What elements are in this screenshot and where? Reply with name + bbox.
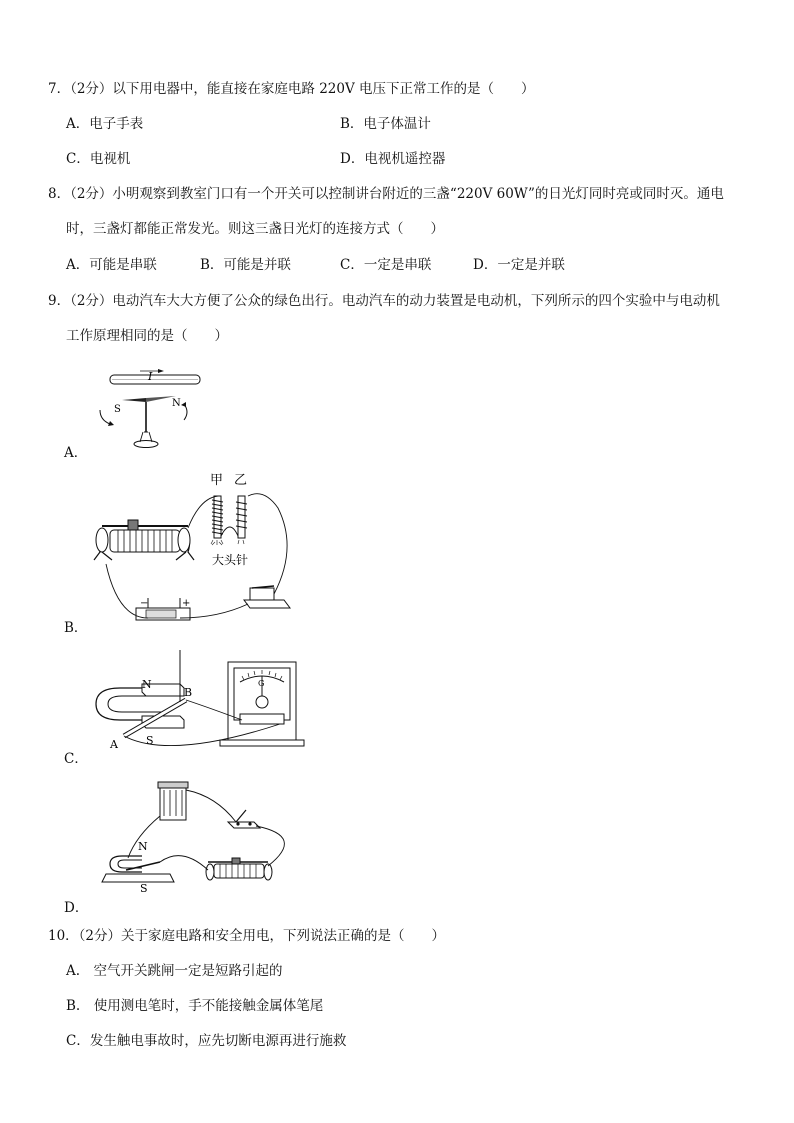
pole-s-label: S [140, 882, 148, 895]
q7-option-c: C．电视机 [66, 151, 131, 167]
q8-option-d: D．一定是并联 [473, 257, 565, 273]
q7-stem: 7．（2分）以下用电器中，能直接在家庭电路 220V 电压下正常工作的是（ ） [48, 81, 535, 97]
galvanometer [220, 662, 304, 746]
current-wire [110, 369, 200, 384]
battery-minus-label: − [140, 598, 149, 609]
rotation-arrowhead-right-icon [181, 402, 186, 407]
pole-n-label: N [138, 840, 148, 853]
wire-1 [186, 790, 236, 822]
q9-figure-c-label: C． [64, 751, 88, 767]
end-b-label: B [184, 686, 193, 699]
compass-needle [122, 396, 176, 448]
q8-option-c: C．一定是串联 [340, 257, 432, 273]
q10-option-c: C．发生触电事故时，应先切断电源再进行施救 [66, 1033, 347, 1049]
sliding-rheostat [206, 858, 272, 880]
q9-stem-line1: 9．（2分）电动汽车大大方便了公众的绿色出行。电动汽车的动力装置是电动机，下列所示的四个实验中与电动机 [48, 293, 720, 309]
q8-stem-line2: 时，三盏灯都能正常发光。则这三盏日光灯的连接方式（ ） [66, 221, 444, 237]
q8-option-a: A．可能是串联 [66, 257, 157, 273]
wire-3 [160, 856, 208, 870]
q8-option-b: B．可能是并联 [200, 257, 291, 273]
pole-n-label: N [172, 398, 181, 409]
pole-s-label: S [114, 404, 121, 415]
pins-label: 大头针 [212, 553, 249, 567]
end-a-label: A [110, 738, 118, 751]
q9-figure-b [88, 468, 298, 630]
q8-stem-line1: 8．（2分）小明观察到教室门口有一个开关可以控制讲台附近的三盏“220V 60W”的日光灯同时亮或同时灭。通电 [48, 186, 724, 202]
q9-figure-d-label: D． [64, 900, 89, 916]
battery-plus-label: + [182, 598, 191, 609]
sliding-rheostat [94, 520, 194, 560]
q7-option-a: A．电子手表 [66, 116, 144, 132]
q7-option-d: D．电视机遥控器 [340, 151, 446, 167]
q9-figure-c [90, 648, 305, 758]
q9-figure-d [96, 776, 301, 901]
wire-5 [221, 527, 238, 536]
q9-figure-a-label: A． [64, 445, 88, 461]
q9-figure-b-label: B． [64, 620, 88, 636]
jia-label: 甲 [210, 473, 224, 488]
pole-n-label: N [142, 678, 152, 691]
battery-box [158, 782, 188, 820]
wire-2 [256, 826, 284, 866]
current-label: I [148, 370, 153, 383]
rotation-arrow-left-icon [100, 410, 110, 424]
pole-s-label: S [146, 734, 154, 747]
electromagnet-yi [236, 496, 247, 544]
q10-option-b: B. 使用测电笔时，手不能接触金属体笔尾 [66, 998, 324, 1014]
q10-option-a: A. 空气开关跳闸一定是短路引起的 [66, 963, 283, 979]
yi-label: 乙 [234, 473, 248, 488]
q7-option-b: B．电子体温计 [340, 116, 431, 132]
switch [228, 810, 260, 828]
wire-3 [248, 494, 287, 594]
q10-stem: 10．（2分）关于家庭电路和安全用电，下列说法正确的是（ ） [48, 928, 446, 944]
electromagnet-jia [211, 496, 223, 545]
q9-stem-line2: 工作原理相同的是（ ） [66, 328, 228, 344]
galvanometer-mark: G [258, 679, 265, 688]
switch [244, 586, 290, 608]
